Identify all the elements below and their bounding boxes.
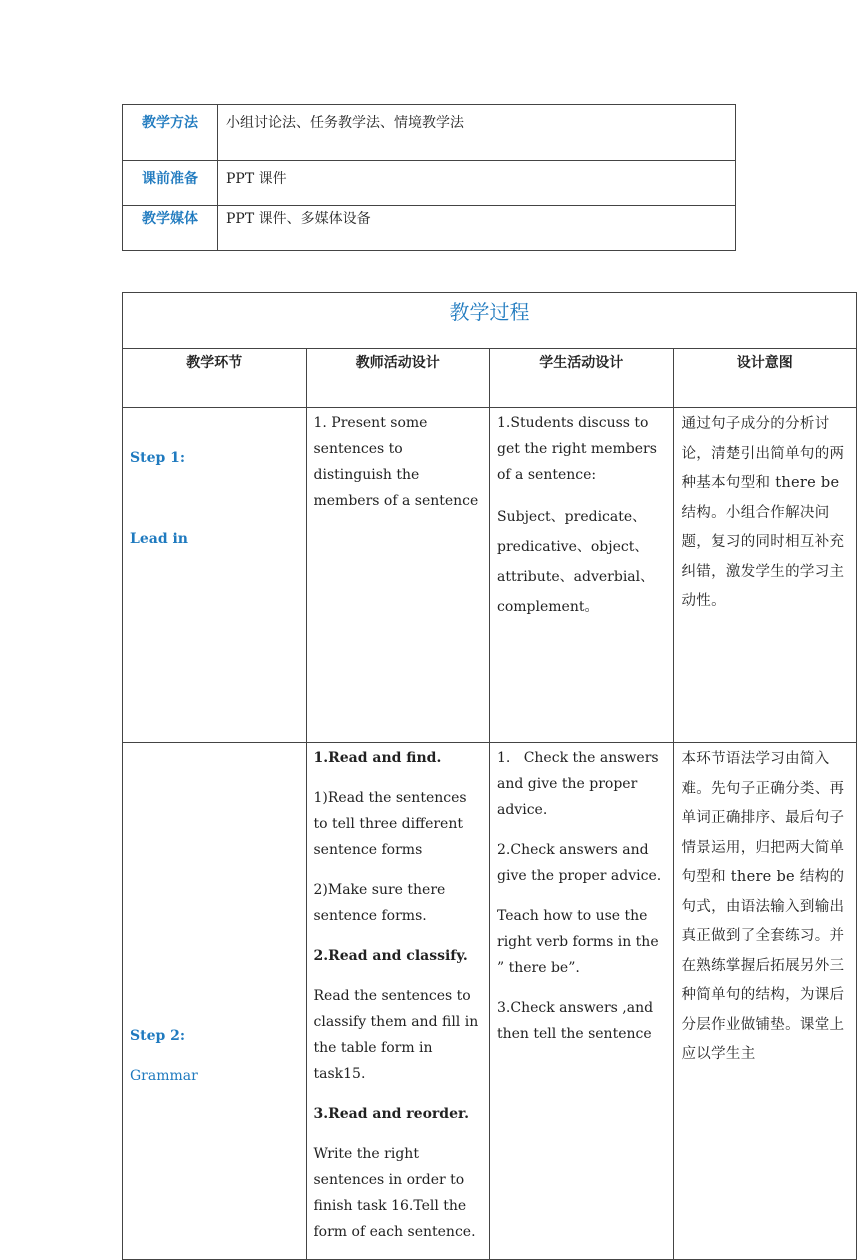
process-title: 教学过程	[449, 300, 530, 324]
step2-row	[123, 743, 857, 1260]
step1-stage-cell	[123, 408, 307, 743]
info-table	[122, 104, 736, 251]
media-value: PPT 课件、多媒体设备	[218, 206, 736, 251]
header-stage: 教学环节	[123, 349, 307, 408]
step2-stage-cell	[123, 743, 307, 1260]
step2-name: Grammar	[130, 1068, 198, 1084]
process-title-cell	[123, 293, 857, 349]
step1-design-cell: 通过句子成分的分析讨论，清楚引出简单句的两种基本句型和 there be 结构。小组合作解决问题，复习的同时相互补充纠错，激发学生的学习主动性。	[673, 408, 857, 743]
preparation-value: PPT 课件	[218, 161, 736, 206]
process-table	[122, 292, 857, 1260]
step1-name: Lead in	[130, 531, 188, 547]
header-teacher: 教师活动设计	[306, 349, 490, 408]
step1-row	[123, 408, 857, 743]
step2-student-cell: 1. Check the answers and give the proper advice. 2.Check answers and give the proper advice. Teach how to use the right verb forms in the ” there be”. 3.Check answers ,and then tell the sentence	[490, 743, 674, 1260]
header-student: 学生活动设计	[490, 349, 674, 408]
preparation-label: 课前准备	[123, 161, 218, 206]
method-label: 教学方法	[123, 105, 218, 161]
step1-student-cell: 1.Students discuss to get the right members of a sentence: Subject、predicate、predicative、object、attribute、adverbial、complement。	[490, 408, 674, 743]
step2-design-cell: 本环节语法学习由简入难。先句子正确分类、再单词正确排序、最后句子情景运用，归把两大简单句型和 there be 结构的句式，由语法输入到输出真正做到了全套练习。并在熟练掌握后拓展另外三种简单句的结构，为课后分层作业做铺垫。课堂上应以学生主	[673, 743, 857, 1260]
header-design: 设计意图	[673, 349, 857, 408]
step2-teacher-cell: 1.Read and find. 1)Read the sentences to tell three different sentence forms 2)Make sure there sentence forms. 2.Read and classify. Read the sentences to classify them and fill in the table form in task15. 3.Read and reorder. Write the right sentences in order to finish task 16.Tell the form of each sentence.	[306, 743, 490, 1260]
step2-label: Step 2:	[130, 1028, 186, 1044]
step1-teacher-cell: 1. Present some sentences to distinguish the members of a sentence	[306, 408, 490, 743]
media-label: 教学媒体	[123, 206, 218, 251]
method-value: 小组讨论法、任务教学法、情境教学法	[218, 105, 736, 161]
step1-label: Step 1:	[130, 450, 186, 466]
